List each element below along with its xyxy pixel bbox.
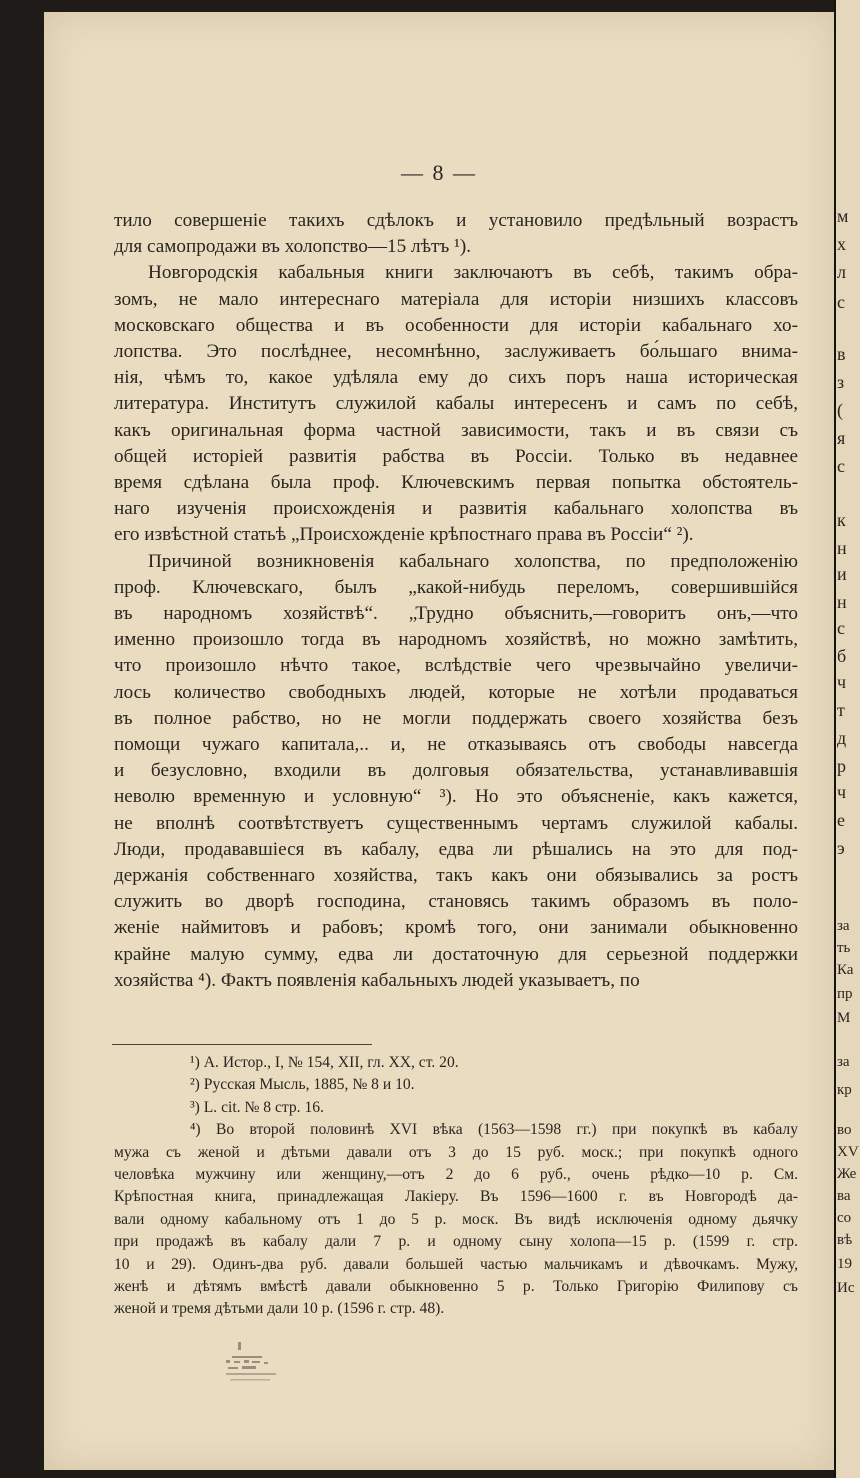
footnote-line: женой и тремя дѣтьми дали 10 р. (1596 г. стр. 48).	[114, 1300, 445, 1318]
page-number: — 8 —	[401, 160, 477, 185]
text-line: помощи чужаго капитала,.. и, не отказываясь отъ свободы навсегда	[114, 734, 798, 756]
footnote-line: ²) Русская Мысль, 1885, № 8 и 10.	[190, 1076, 415, 1094]
next-page-fragment: с	[837, 618, 845, 638]
next-page-fragment: за	[837, 918, 850, 934]
text-line: Новгородскія кабальныя книги заключаютъ въ себѣ, такимъ обра-	[148, 262, 798, 284]
next-page-fragment: за	[837, 1054, 850, 1070]
next-page-fragment: во	[837, 1122, 852, 1138]
next-page-fragment: в	[837, 344, 846, 364]
next-page-fragment: д	[837, 728, 847, 748]
text-line: что произошло нѣчто такое, вслѣдствіе чего чрезвычайно увеличи-	[114, 655, 798, 677]
text-line: и безусловно, входили въ долговыя обязательства, устанавливавшія	[114, 760, 798, 782]
next-page-fragment: ва	[837, 1188, 851, 1204]
next-page-fragment: н	[837, 538, 847, 558]
library-stamp	[182, 1340, 292, 1390]
next-page-fragment: 19	[837, 1256, 852, 1272]
next-page-fragment: со	[837, 1210, 852, 1226]
next-page-fragment: XV	[837, 1144, 859, 1160]
next-page-fragment: Же	[837, 1166, 857, 1182]
next-page-fragment: ть	[837, 940, 851, 956]
text-line: общей исторіей развитія рабства въ Россіи. Только въ недавнее	[114, 445, 798, 467]
text-line: именно произошло тогда въ народномъ хозяйствѣ, но можно замѣтить,	[114, 629, 798, 651]
text-line: литература. Институтъ служилой кабалы интересенъ и самъ по себѣ,	[114, 393, 798, 415]
text-line: Люди, продававшіеся въ кабалу, едва ли рѣшались на это для под-	[114, 838, 798, 860]
next-page-fragment: кр	[837, 1082, 852, 1098]
footnote-line: ⁴) Во второй половинѣ XVI вѣка (1563—1598 гг.) при покупкѣ въ кабалу	[190, 1121, 798, 1139]
footnotes	[114, 1052, 798, 1321]
text-line: для самопродажи въ холопство—15 лѣтъ ¹).	[114, 236, 472, 258]
next-page-fragment: б	[837, 646, 847, 666]
next-page-fragment: н	[837, 592, 847, 612]
text-line: проф. Ключевскаго, былъ „какой-нибудь переломъ, совершившійся	[114, 576, 798, 598]
footnote-line: ³) L. cit. № 8 стр. 16.	[190, 1098, 324, 1116]
next-page-fragment: э	[837, 838, 845, 858]
footnote-divider	[112, 1044, 372, 1045]
footnote-line: ¹) А. Истор., I, № 154, XII, гл. XX, ст. 20.	[190, 1054, 459, 1071]
next-page-fragment: з	[837, 372, 845, 392]
next-page-fragment: Ис	[837, 1280, 855, 1296]
next-page-fragment: (	[837, 400, 843, 420]
footnote-line: 10 и 29). Одинъ-два руб. давали большей частью мальчикамъ и дѣвочкамъ. Мужу,	[114, 1255, 798, 1273]
next-page-fragment: я	[837, 428, 846, 448]
next-page-fragment: М	[837, 1010, 851, 1026]
text-line: Причиной возникновенія кабальнаго холопства, по предположенію	[148, 550, 798, 572]
text-line: зомъ, не мало интереснаго матеріала для исторіи низшихъ классовъ	[114, 288, 798, 310]
text-line: тило совершеніе такихъ сдѣлокъ и установило предѣльный возрастъ	[114, 210, 798, 231]
text-line: въ народномъ хозяйствѣ“. „Трудно объяснить,—говоритъ онъ,—что	[114, 603, 798, 625]
adjacent-page-edge	[836, 0, 860, 1478]
text-line: его извѣстной статьѣ „Происхожденіе крѣпостнаго права въ Россіи“ ²).	[114, 524, 694, 546]
next-page-fragment: ч	[837, 672, 847, 692]
next-page-fragment: к	[837, 510, 846, 530]
text-line: держанія собственнаго хозяйства, такъ какъ они обязывались за ростъ	[114, 865, 798, 887]
next-page-fragment: с	[837, 456, 845, 476]
footnote-line: человѣка мужчину или женщину,—отъ 2 до 6 руб., очень рѣдко—10 р. См.	[114, 1166, 798, 1184]
text-line: служить во дворѣ господина, становясь такимъ образомъ въ поло-	[114, 891, 798, 913]
next-page-fragment: с	[837, 292, 845, 312]
next-page-fragment: и	[837, 564, 847, 584]
next-page-fragment: м	[837, 206, 849, 226]
text-line: хозяйства ⁴). Фактъ появленія кабальныхъ людей указываетъ, по	[114, 969, 640, 991]
next-page-fragment: Ка	[837, 962, 854, 978]
footnote-line: при продажѣ въ кабалу дали 7 р. и одному сыну холопа—15 р. (1599 г. стр.	[114, 1233, 798, 1251]
text-line: женіе наймитовъ и рабовъ; кромѣ того, они занимали обыкновенно	[114, 917, 798, 939]
next-page-fragment: т	[837, 700, 845, 720]
text-line: наго изученія происхожденія и развитія кабальнаго холопства въ	[114, 498, 798, 520]
footnote-line: Крѣпостная книга, принадлежащая Лакіеру. Въ 1596—1600 г. въ Новгородѣ да-	[114, 1188, 798, 1206]
text-line: нія, чѣмъ то, какое удѣляла ему до сихъ поръ наша историческая	[114, 367, 798, 389]
next-page-fragment: ч	[837, 782, 847, 802]
footnote-line: мужа съ женой и дѣтьми давали отъ 3 до 15 руб. моск.; при покупкѣ одного	[114, 1143, 798, 1161]
text-line: неволю временную и условную“ ³). Но это объясненіе, какъ кажется,	[114, 786, 798, 808]
next-page-fragment: пр	[837, 986, 853, 1002]
next-page-fragment: л	[837, 262, 846, 282]
text-line: въ полное рабство, но не могли поддержать своего хозяйства безъ	[114, 707, 798, 729]
text-line: время сдѣлана была проф. Ключевскимъ первая попытка обстоятель-	[114, 472, 798, 494]
main-text	[114, 208, 798, 994]
footnote-line: вали одному кабальному отъ 1 до 5 р. моск. Въ видѣ исключенія одному дьячку	[114, 1210, 798, 1228]
next-page-fragment: х	[837, 234, 846, 254]
text-line: крайне малую сумму, едва ли достаточную для серьезной поддержки	[114, 943, 798, 965]
book-page	[44, 12, 834, 1470]
text-line: лось количество свободныхъ людей, которые не хотѣли продаваться	[114, 681, 798, 703]
next-page-fragment: вѣ	[837, 1232, 853, 1248]
text-line: московскаго общества и въ особенности для исторіи кабальнаго хо-	[114, 314, 798, 336]
next-page-fragment: е	[837, 810, 845, 830]
next-page-fragment: р	[837, 756, 846, 776]
footnote-line: женѣ и дѣтямъ вмѣстѣ давали обыкновенно 5 р. Только Григорію Филипову съ	[114, 1278, 798, 1296]
text-line: не вполнѣ соотвѣтствуетъ существеннымъ чертамъ служилой кабалы.	[114, 812, 798, 834]
text-line: лопства. Это послѣднее, несомнѣнно, заслуживаетъ бо́льшаго внима-	[114, 341, 798, 363]
text-line: какъ оригинальная форма частной зависимости, такъ и въ связи съ	[114, 419, 798, 441]
